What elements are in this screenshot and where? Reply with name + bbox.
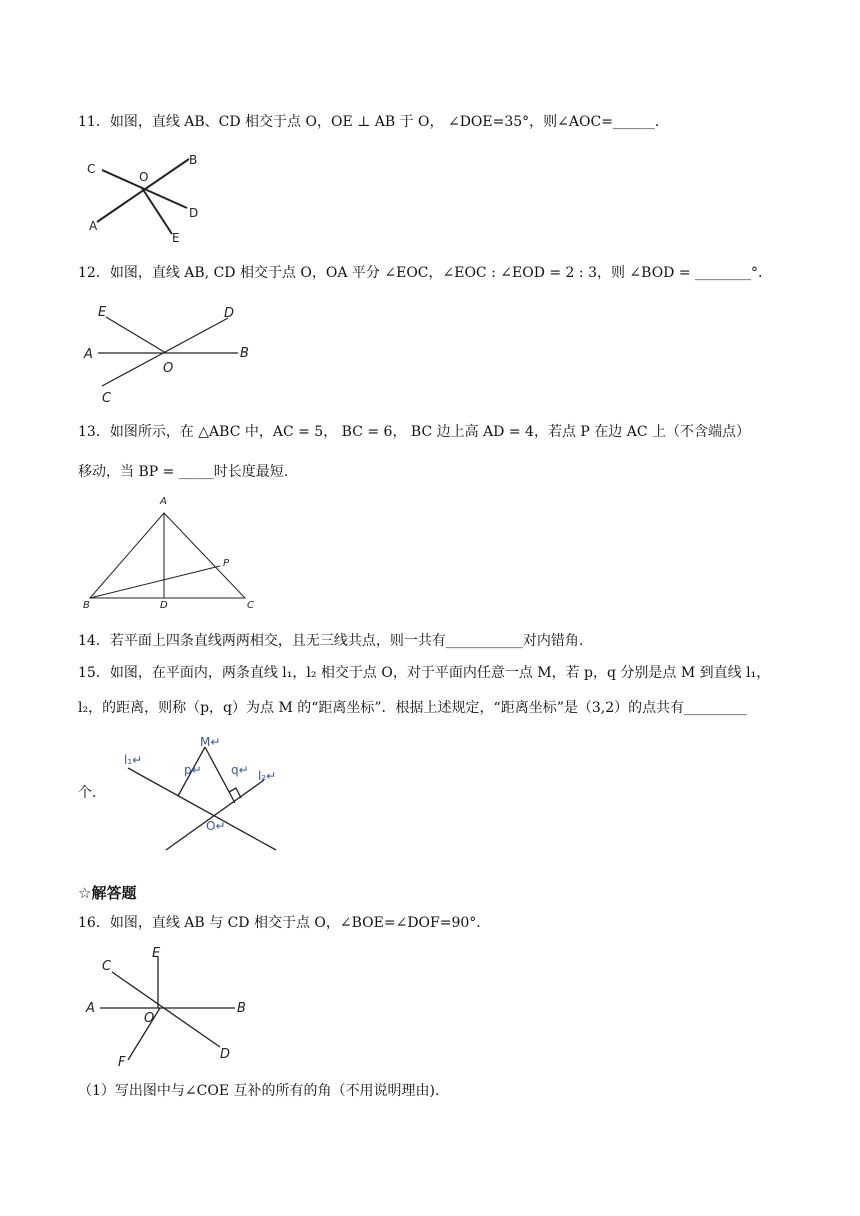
question-15-line3: 个. — [78, 785, 97, 801]
figure-q12 — [78, 300, 268, 406]
label-A: A — [89, 219, 98, 233]
label-l2: l₂↵ — [258, 769, 277, 783]
label-E: E — [152, 946, 161, 961]
label-E: E — [98, 305, 107, 320]
label-P: P — [223, 558, 230, 569]
label-C: C — [247, 600, 254, 611]
label-A: A — [86, 1001, 95, 1016]
label-C: C — [102, 391, 112, 406]
section-heading: ☆解答题 — [78, 884, 137, 902]
label-p: p↵ — [184, 763, 202, 777]
question-12-text: 12．如图，直线 AB, CD 相交于点 O，OA 平分 ∠EOC，∠EOC : ∠EOD = 2 : 3，则 ∠BOD = ________°. — [78, 265, 763, 281]
figure-q13 — [80, 492, 270, 614]
question-15-line2: l₂，的距离，则称（p，q）为点 M 的“距离坐标”．根据上述规定，“距离坐标”是（3,2）的点共有_________ — [78, 700, 748, 716]
label-C: C — [102, 959, 112, 974]
label-D: D — [160, 600, 168, 611]
label-B: B — [189, 153, 198, 167]
label-l1: l₁↵ — [124, 753, 143, 767]
question-11-text: 11．如图，直线 AB、CD 相交于点 O，OE ⊥ AB 于 O， ∠DOE=35°，则∠AOC=______． — [78, 114, 669, 130]
label-C: C — [87, 162, 96, 176]
label-B: B — [240, 346, 249, 361]
label-D: D — [189, 206, 199, 220]
label-O: O — [139, 170, 149, 184]
label-F: F — [118, 1055, 126, 1070]
figure-q16 — [80, 942, 252, 1072]
label-A: A — [160, 496, 167, 507]
label-q: q↵ — [231, 763, 249, 777]
label-E: E — [172, 231, 180, 245]
label-O: O — [163, 361, 174, 376]
label-D: D — [224, 306, 235, 321]
label-B: B — [237, 1001, 246, 1016]
figure-q15 — [118, 730, 288, 855]
label-M: M↵ — [200, 735, 221, 749]
label-O: O↵ — [206, 819, 226, 833]
question-13-line1: 13．如图所示，在 △ABC 中，AC = 5， BC = 6， BC 边上高 AD = 4，若点 P 在边 AC 上（不含端点） — [78, 424, 750, 440]
question-13-line2: 移动，当 BP = _____时长度最短. — [78, 464, 289, 480]
figure-q11 — [85, 150, 215, 245]
label-O: O — [144, 1011, 155, 1026]
label-A: A — [84, 347, 93, 362]
question-16-text: 16．如图，直线 AB 与 CD 相交于点 O，∠BOE=∠DOF=90°． — [78, 915, 491, 931]
label-B: B — [83, 600, 90, 611]
question-15-line1: 15．如图，在平面内，两条直线 l₁，l₂ 相交于点 O，对于平面内任意一点 M，若 p，q 分别是点 M 到直线 l₁， — [78, 665, 771, 681]
label-D: D — [220, 1047, 231, 1062]
question-16-sub1: （1）写出图中与∠COE 互补的所有的角（不用说明理由)． — [78, 1083, 449, 1099]
question-14-text: 14．若平面上四条直线两两相交，且无三线共点，则一共有___________对内错角. — [78, 633, 584, 649]
